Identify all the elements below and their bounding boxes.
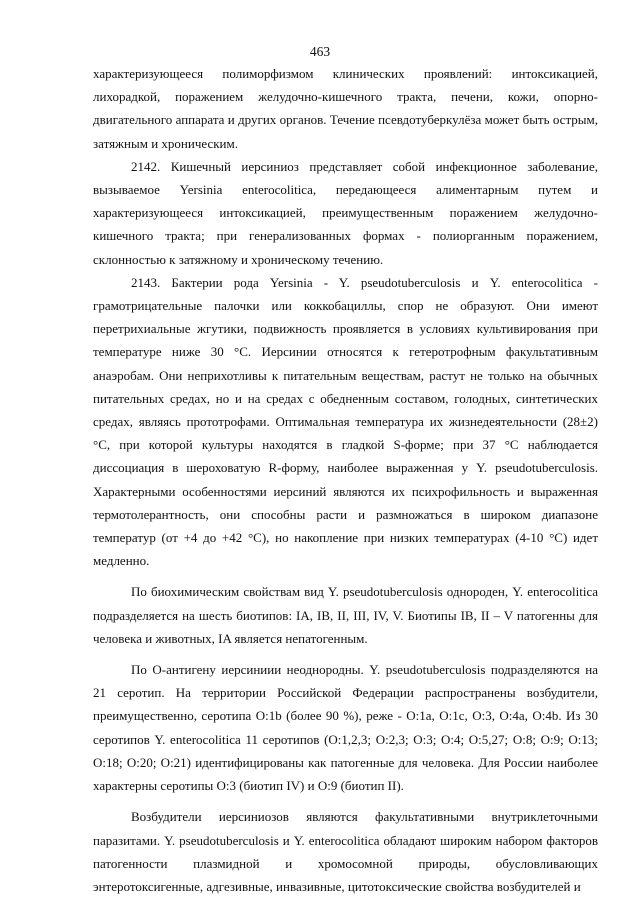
paragraph-spacer <box>93 650 598 658</box>
paragraph: характеризующееся полиморфизмом клинических проявлений: интоксикацией, лихорадкой, поражением желудочно-кишечного тракта, печени, кожи, опорно-двигательного аппарата и других органов. Течение псевдотуберкулёза может быть острым, затяжным и хроническим. <box>93 66 598 151</box>
document-body <box>93 62 598 898</box>
paragraph: По О-антигену иерсиниии неоднородны. Y. pseudotuberculosis подразделяются на 21 серотип. На территории Российской Федерации распространены возбудители, преимущественно, серотипа O:1b (более 90 %), реже - O:1a, O:1c, O:3, O:4a, O:4b. Из 30 серотипов Y. enterocolitica 11 серотипов (O:1,2,3; O:2,3; O:3; O:4; O:5,27; O:8; O:9; O:13; O:18; O:20; O:21) идентифицированы как патогенные для человека. Для России наиболее характерны серотипы O:3 (биотип IV) и O:9 (биотип II). <box>93 662 598 794</box>
paragraph: По биохимическим свойствам вид Y. pseudotuberculosis однороден, Y. enterocolitica подразделяется на шесть биотипов: IA, IB, II, III, IV, V. Биотипы IB, II – V патогенны для человека и животных, IA является непатогенным. <box>93 584 598 646</box>
paragraph: Возбудители иерсиниозов являются факультативными внутриклеточными паразитами. Y. pseudotuberculosis и Y. enterocolitica обладают широким набором факторов патогенности плазмидной и хромосомной природы, обусловливающих энтеротоксигенные, адгезивные, инвазивные, цитотоксические свойства возбудителей и <box>93 809 598 894</box>
paragraph: 2142. Кишечный иерсиниоз представляет собой инфекционное заболевание, вызываемое Yersinia enterocolitica, передающееся алиментарным путем и характеризующееся интоксикацией, преимущественным поражением желудочно-кишечного тракта; при генерализованных формах - полиорганным поражением, склонностью к затяжному и хроническому течению. <box>93 158 598 267</box>
page-number: 463 <box>309 44 331 59</box>
paragraph: 2143. Бактерии рода Yersinia - Y. pseudotuberculosis и Y. enterocolitica - грамотрицательные палочки или коккобациллы, спор не образуют. Они имеют перетрихиальные жгутики, подвижность проявляется в условиях культивирования при температуре ниже 30 °С. Иерсинии относятся к гетеротрофным факультативным анаэробам. Они неприхотливы к питательным веществам, растут не только на обычных питательных средах, но и на средах с обедненным составом, голодных, синтетических средах, являясь прототрофами. Оптимальная температура их жизнедеятельности (28±2) °С, при которой культуры находятся в гладкой S-форме; при 37 °С наблюдается диссоциация в шероховатую R-форму, наиболее выраженная у Y. pseudotuberculosis. Характерными особенностями иерсиний являются их психрофильность и выраженная термотолерантность, они способны расти и размножаться в широком диапазоне температур (от +4 до +42 °С), но накопление при низких температурах (4-10 °С) идет медленно. <box>93 274 598 569</box>
paragraph-spacer <box>93 797 598 805</box>
paragraph-spacer <box>93 572 598 580</box>
